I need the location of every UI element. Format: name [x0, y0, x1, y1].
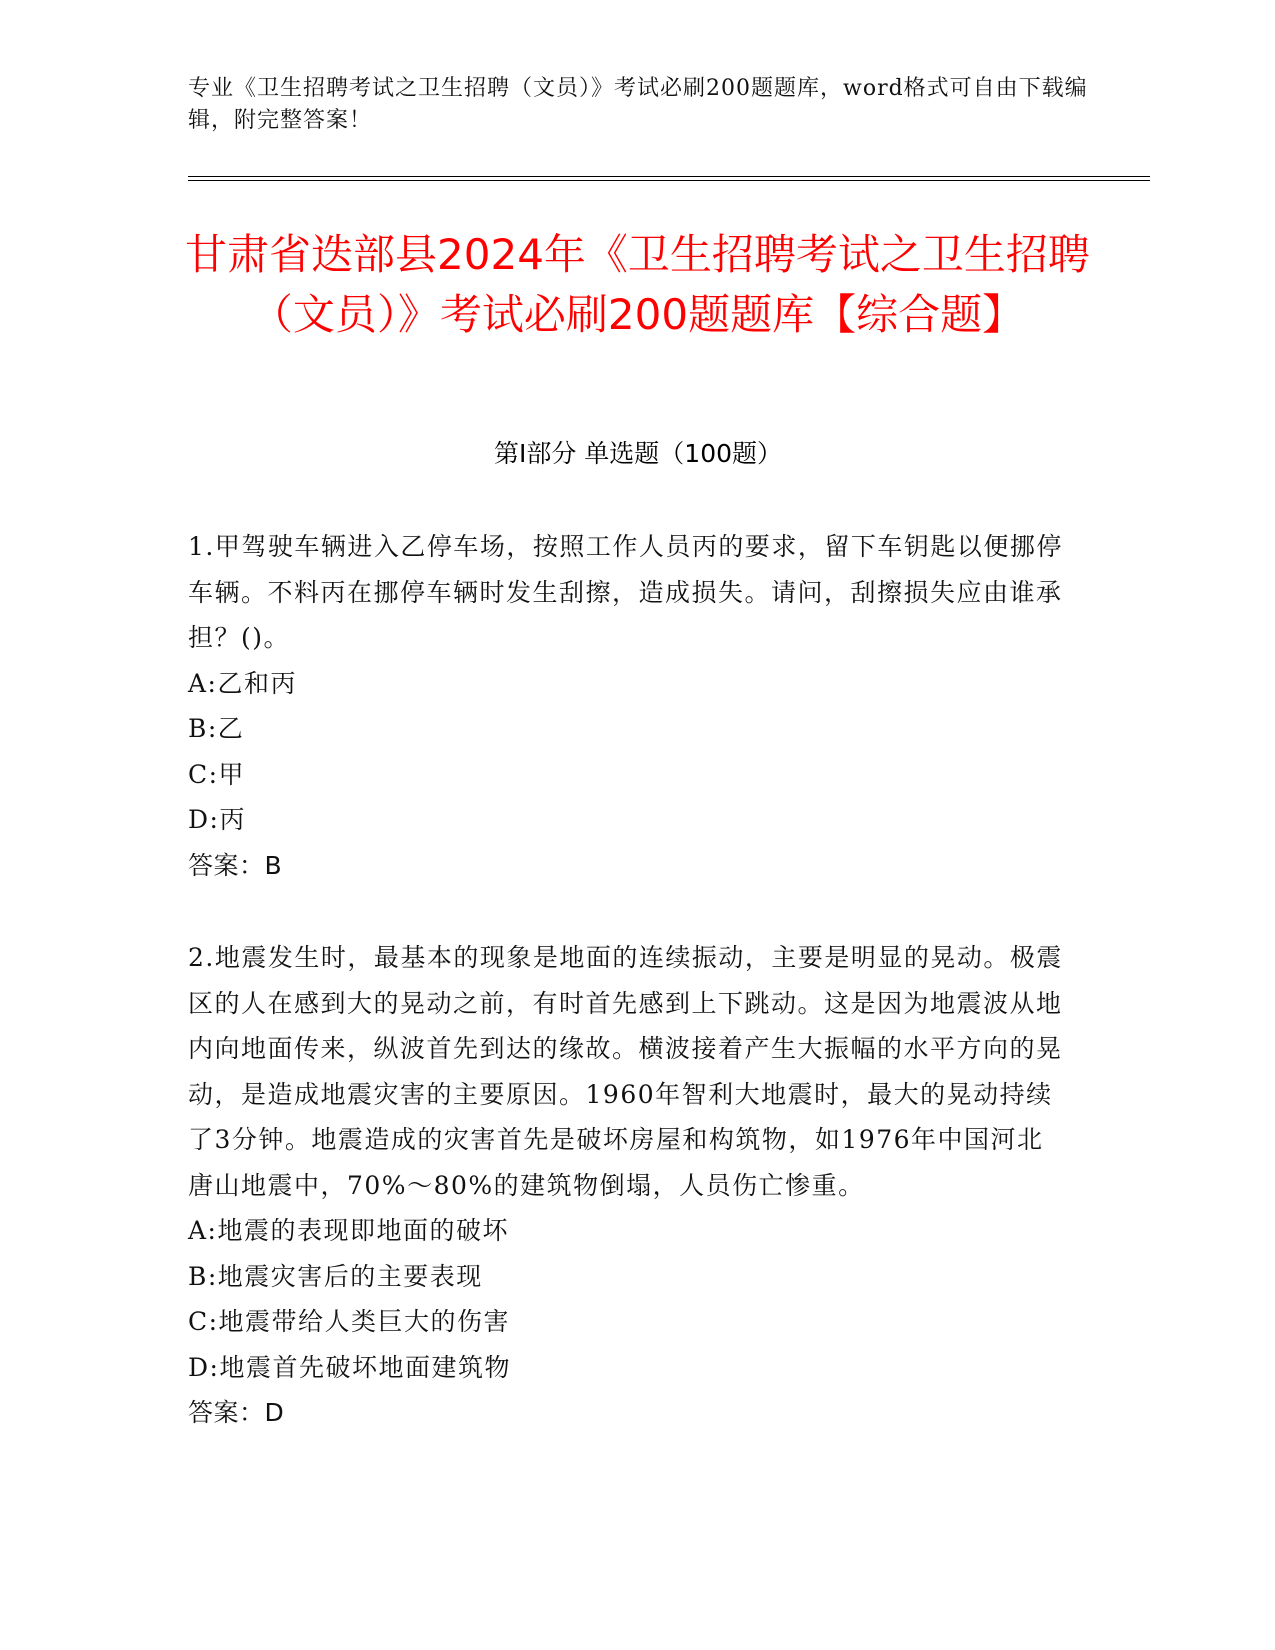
section-title: 第I部分 单选题（100题）	[493, 439, 783, 468]
header-divider-top	[188, 176, 1150, 177]
header-divider-bottom	[188, 180, 1150, 181]
answer: 答案：D	[188, 1398, 285, 1427]
option-c: C:甲	[188, 759, 246, 789]
document-title: 甘肃省迭部县2024年《卫生招聘考试之卫生招聘（文员）》考试必刷200题题库【综合题】	[185, 230, 1090, 339]
option-a: A:地震的表现即地面的破坏	[188, 1216, 509, 1245]
option-d: D:丙	[188, 805, 246, 834]
question-2	[188, 935, 1068, 1436]
option-b: B:乙	[188, 714, 245, 743]
question-1	[188, 524, 1068, 888]
question-stem: 2.地震发生时，最基本的现象是地面的连续振动，主要是明显的晃动。极震区的人在感到大的晃动之前，有时首先感到上下跳动。这是因为地震波从地内向地面传来，纵波首先到达的缘故。横波接着产生大振幅的水平方向的晃动，是造成地震灾害的主要原因。1960年智利大地震时，最大的晃动持续了3分钟。地震造成的灾害首先是破坏房屋和构筑物，如1976年中国河北唐山地震中，70%～80%的建筑物倒塌，人员伤亡惨重。	[188, 943, 1063, 1200]
answer: 答案：B	[188, 850, 283, 880]
option-b: B:地震灾害后的主要表现	[188, 1261, 483, 1291]
option-a: A:乙和丙	[188, 668, 297, 698]
question-stem: 1.甲驾驶车辆进入乙停车场，按照工作人员丙的要求，留下车钥匙以便挪停车辆。不料丙在挪停车辆时发生刮擦，造成损失。请问，刮擦损失应由谁承担？()。	[188, 532, 1063, 652]
option-d: D:地震首先破坏地面建筑物	[188, 1352, 511, 1382]
option-c: C:地震带给人类巨大的伤害	[188, 1307, 511, 1336]
header-note: 专业《卫生招聘考试之卫生招聘（文员）》考试必刷200题题库，word格式可自由下载编辑，附完整答案！	[188, 76, 1088, 133]
